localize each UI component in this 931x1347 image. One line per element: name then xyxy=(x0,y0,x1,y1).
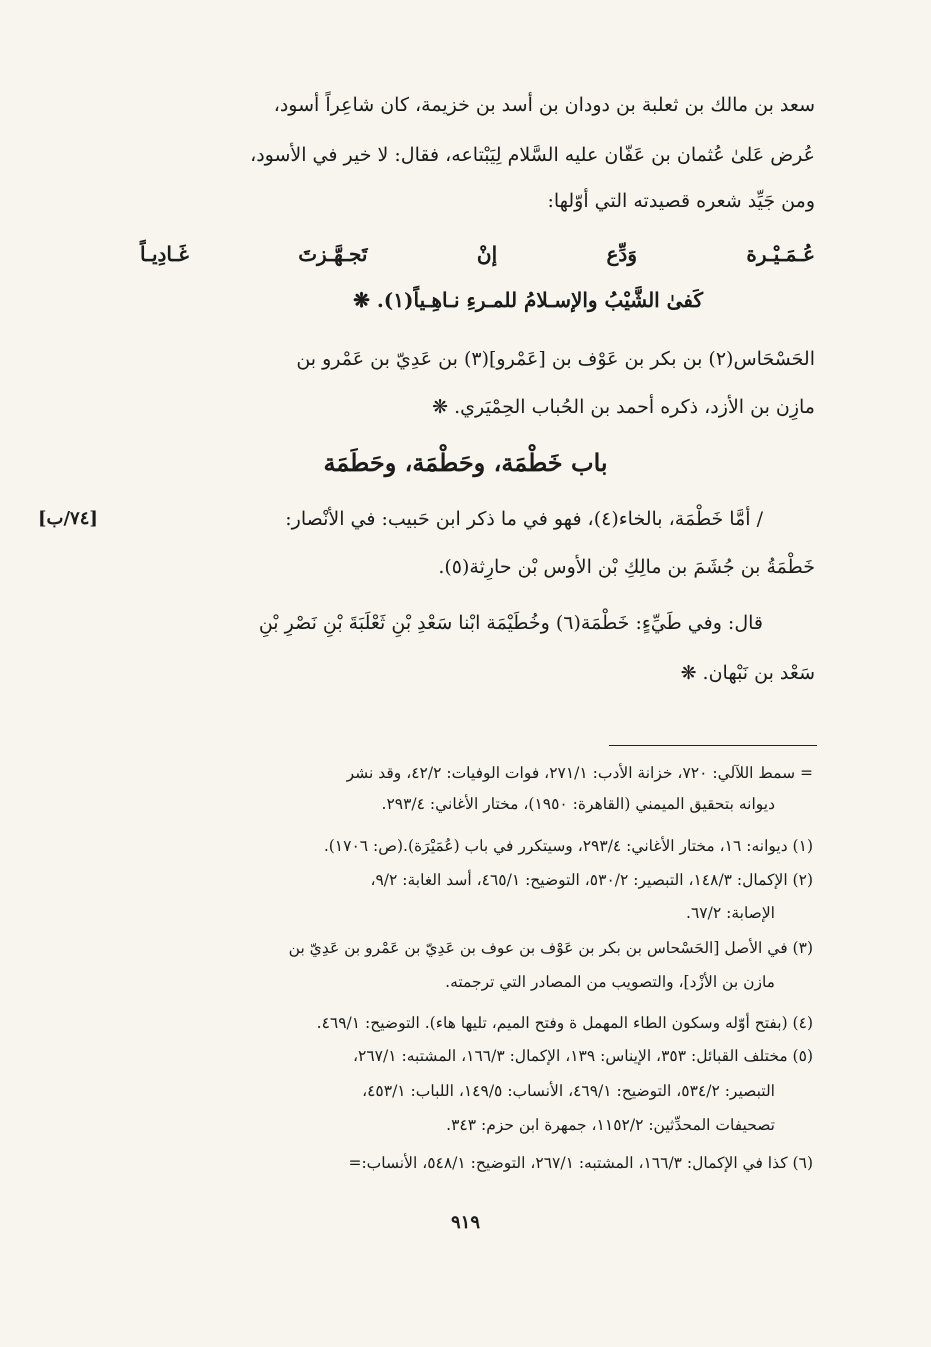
footnote-line: تصحيفات المحدِّثين: ١١٥٢/٢، جمهرة ابن حزم: ٣٤٣. xyxy=(446,1116,775,1134)
footnote-separator xyxy=(609,745,817,746)
verse-word: غَـادِيـاً xyxy=(140,242,189,266)
footnote-line: (١) ديوانه: ١٦، مختار الأغاني: ٢٩٣/٤، وسيتكرر في باب (عُمَيْرَة).(ص: ١٧٠٦). xyxy=(323,837,813,855)
footnote-line: (٥) مختلف القبائل: ٣٥٣، الإيناس: ١٣٩، الإكمال: ١٦٦/٣، المشتبه: ٢٦٧/١، xyxy=(353,1047,813,1065)
footnote-line: (٣) في الأصل [الحَسْحاس بن بكر بن عَوْف بن عوف بن عَدِيّ بن عَمْرو بن عَدِيّ بن xyxy=(288,939,813,957)
verse-word: إنْ xyxy=(476,242,498,266)
section-line-1: / أمَّا خَطْمَة، بالخاء(٤)، فهو في ما ذكر ابن حَبيب: في الأنْصار: xyxy=(285,508,763,530)
verse-first-hemistich xyxy=(140,242,815,266)
section-line-4: سَعْد بن نَبْهان. ❋ xyxy=(680,662,815,684)
body-line-2: عُرض عَلىٰ عُثمان بن عَفّان عليه السَّلام لِيَبْتاعه، فقال: لا خير في الأسود، xyxy=(250,144,815,166)
body-line-1: سعد بن مالك بن ثعلبة بن دودان بن أسد بن خزيمة، كان شاعِراً أسود، xyxy=(273,94,815,116)
verse-word: تَجـهَّـزتَ xyxy=(298,242,368,266)
manuscript-folio-marker: [٧٤/ب] xyxy=(38,508,98,529)
footnote-line: التبصير: ٥٣٤/٢، التوضيح: ٤٦٩/١، الأنساب: ١٤٩/٥، اللباب: ٤٥٣/١، xyxy=(362,1082,775,1100)
section-heading: باب خَطْمَة، وحَطْمَة، وحَطَمَة xyxy=(323,448,608,477)
section-line-3: قال: وفي طَيِّءٍ: خَطْمَة(٦) وخُطَيْمَة ابْنا سَعْدِ بْنِ ثَعْلَبَةَ بْنِ نَصْرِ بْنِ xyxy=(258,612,763,634)
section-line-2: خَطْمَةُ بن جُشَمَ بن مالِكِ بْن الأوس بْن حارِثة(٥). xyxy=(438,556,815,578)
footnote-line: (٤) (بفتح أوّله وسكون الطاء المهمل ة وفتح الميم، تليها هاء). التوضيح: ٤٦٩/١. xyxy=(316,1014,813,1032)
footnote-line: = سمط اللآلي: ٧٢٠، خزانة الأدب: ٢٧١/١، فوات الوفيات: ٤٢/٢، وقد نشر xyxy=(346,764,813,782)
verse-second-hemistich: كَفىٰ الشَّيْبُ والإسـلامُ للمـرءِ نـاهِـياً(١). ❋ xyxy=(353,288,703,312)
page-number: ٩١٩ xyxy=(450,1212,480,1233)
verse-word: عُـمَـيْـرة xyxy=(746,242,815,266)
verse-word: وَدِّع xyxy=(606,242,637,266)
footnote-line: (٦) كذا في الإكمال: ١٦٦/٣، المشتبه: ٢٦٧/١، التوضيح: ٥٤٨/١، الأنساب:= xyxy=(348,1154,813,1172)
footnote-line: ديوانه بتحقيق الميمني (القاهرة: ١٩٥٠)، مختار الأغاني: ٢٩٣/٤. xyxy=(381,795,775,813)
entry-line-1: الحَسْحَاس(٢) بن بكر بن عَوْف بن [عَمْرو](٣) بن عَدِيّ بن عَمْرو بن xyxy=(296,348,815,370)
footnote-line: مازن بن الأزْد]، والتصويب من المصادر التي ترجمته. xyxy=(445,973,775,991)
footnote-line: الإصابة: ٦٧/٢. xyxy=(686,904,775,922)
body-line-3: ومن جَيِّد شعره قصيدته التي أوّلها: xyxy=(547,190,815,212)
footnote-line: (٢) الإكمال: ١٤٨/٣، التبصير: ٥٣٠/٢، التوضيح: ٤٦٥/١، أسد الغابة: ٩/٢، xyxy=(370,871,813,889)
entry-line-2: مازِن بن الأزد، ذكره أحمد بن الحُباب الحِمْيَري. ❋ xyxy=(432,396,815,418)
